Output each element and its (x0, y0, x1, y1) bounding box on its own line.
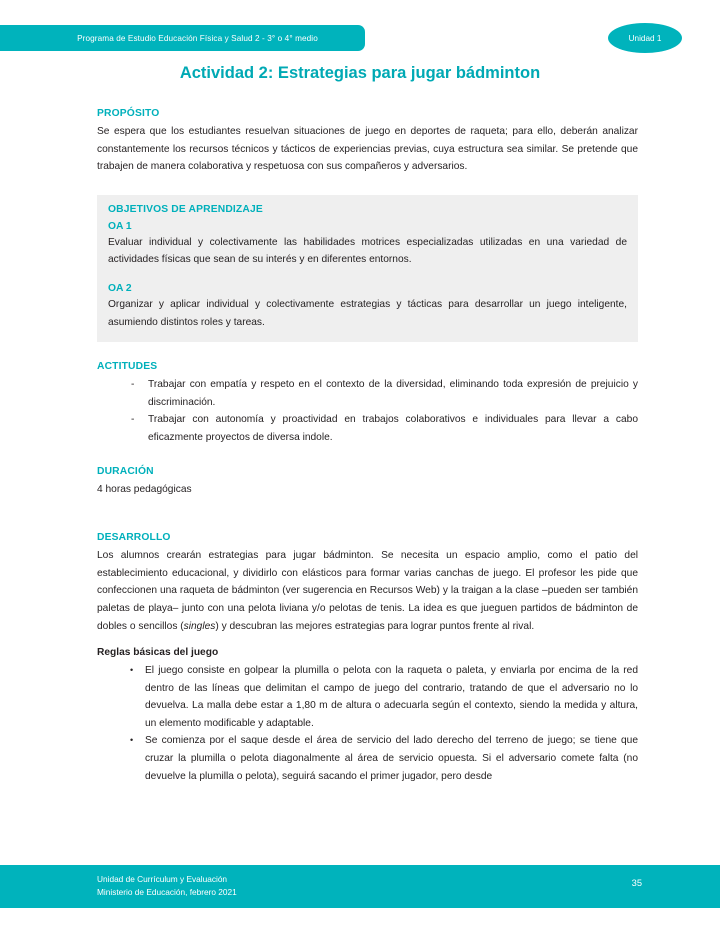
spacer (97, 447, 638, 466)
program-banner (0, 25, 365, 51)
oa-2-text: Organizar y aplicar individual y colectivamente estrategias y tácticas para desarrollar un juego inteligente, asumiendo distintos roles y tareas. (108, 298, 627, 328)
duracion-text: 4 horas pedagógicas (97, 483, 192, 495)
page-footer (0, 865, 720, 908)
desarrollo-heading: DESARROLLO (97, 532, 171, 544)
section-actitudes (97, 361, 638, 446)
spacer (97, 498, 638, 532)
oa-item-1 (108, 221, 627, 269)
list-item (97, 411, 638, 446)
unit-badge-label: Unidad 1 (628, 33, 662, 43)
spacer (108, 269, 627, 283)
spacer (97, 342, 638, 361)
proposito-text: Se espera que los estudiantes resuelvan situaciones de juego en deportes de raqueta; para ello, deberán analizar constantemente los recursos técnicos y tácticos de experiencias previas, cuya estructura sea similar. Se pretende que trabajen de manera colaborativa y respetuosa con sus compañeros y adversarios. (97, 126, 638, 173)
section-objetivos-aprendizaje (97, 195, 638, 342)
page-title: Actividad 2: Estrategias para jugar bádminton (179, 64, 541, 82)
program-banner-label: Programa de Estudio Educación Física y Salud 2 - 3° o 4° medio (77, 33, 318, 43)
dash-bullet-icon: - (131, 414, 135, 426)
section-desarrollo (97, 532, 638, 785)
oa-item-2 (108, 283, 627, 331)
oa-2-label: OA 2 (108, 282, 132, 294)
proposito-heading: PROPÓSITO (97, 108, 160, 119)
page-number: 35 (631, 878, 642, 888)
reglas-subheading: Reglas básicas del juego (97, 647, 219, 659)
dot-bullet-icon: • (130, 665, 134, 676)
footer-credits (97, 873, 237, 898)
list-item (97, 732, 638, 785)
oa-1-label: OA 1 (108, 220, 132, 232)
list-item-text: Trabajar con autonomía y proactividad en trabajos colaborativos e individuales para llevar a cabo eficazmente proyectos de diversa indole. (148, 414, 638, 443)
list-item (97, 662, 638, 732)
page-header (0, 25, 720, 51)
spacer (97, 176, 638, 195)
list-item (97, 376, 638, 411)
dot-bullet-icon: • (130, 735, 134, 746)
actitudes-heading: ACTITUDES (97, 361, 158, 373)
reglas-list (97, 662, 638, 785)
duracion-heading: DURACIÓN (97, 465, 154, 477)
footer-line-2: Ministerio de Educación, febrero 2021 (97, 886, 237, 897)
dash-bullet-icon: - (131, 379, 135, 391)
oa-1-text: Evaluar individual y colectivamente las habilidades motrices especializadas utilizadas en una variedad de actividades físicas que sean de su interés y en diferentes entornos. (108, 236, 627, 266)
section-proposito (97, 108, 638, 176)
list-item-text: Se comienza por el saque desde el área de servicio del lado derecho del terreno de juego; se tiene que cruzar la plumilla o pelota diagonalmente al área de servicio opuesta. Si el adversario comete falta (no devuelve la plumilla o pelota), seguirá sacando el primer jugador, pero desde (145, 735, 638, 782)
spacer (97, 635, 638, 647)
desarrollo-paragraph: Los alumnos crearán estrategias para jugar bádminton. Se necesita un espacio amplio, como el patio del establecimiento educacional, y dividirlo con elásticos para formar varias canchas de juego. El profesor les pide que confeccionen una raqueta de bádminton (ver sugerencia en Recursos Web) y la traigan a la clase –pueden ser también paletas de playa– junto con una pelota liviana y/o pelotas de tenis. La idea es que jueguen partidos de bádminton de dobles o sencillos (singles) y descubran las mejores estrategias para lograr puntos frente al rival. (97, 550, 638, 632)
emphasis-text: singles (183, 620, 216, 632)
unit-badge (608, 23, 682, 53)
objetivos-heading: OBJETIVOS DE APRENDIZAJE (108, 203, 263, 215)
actitudes-list (97, 376, 638, 446)
document-content (97, 108, 638, 785)
section-duracion (97, 466, 638, 499)
list-item-text: El juego consiste en golpear la plumilla o pelota con la raqueta o paleta, y enviarla por encima de la red dentro de las líneas que delimitan el campo de juego del contrario, tratando de que el adversario no lo devuelva. La malla debe estar a 1,80 m de altura o adecuarla según el contexto, siendo la medida y altura, un elemento modificable y adaptable. (145, 665, 638, 729)
footer-line-1: Unidad de Currículum y Evaluación (97, 874, 228, 884)
list-item-text: Trabajar con empatía y respeto en el contexto de la diversidad, eliminando toda expresión de prejuicio y discriminación. (148, 379, 638, 408)
